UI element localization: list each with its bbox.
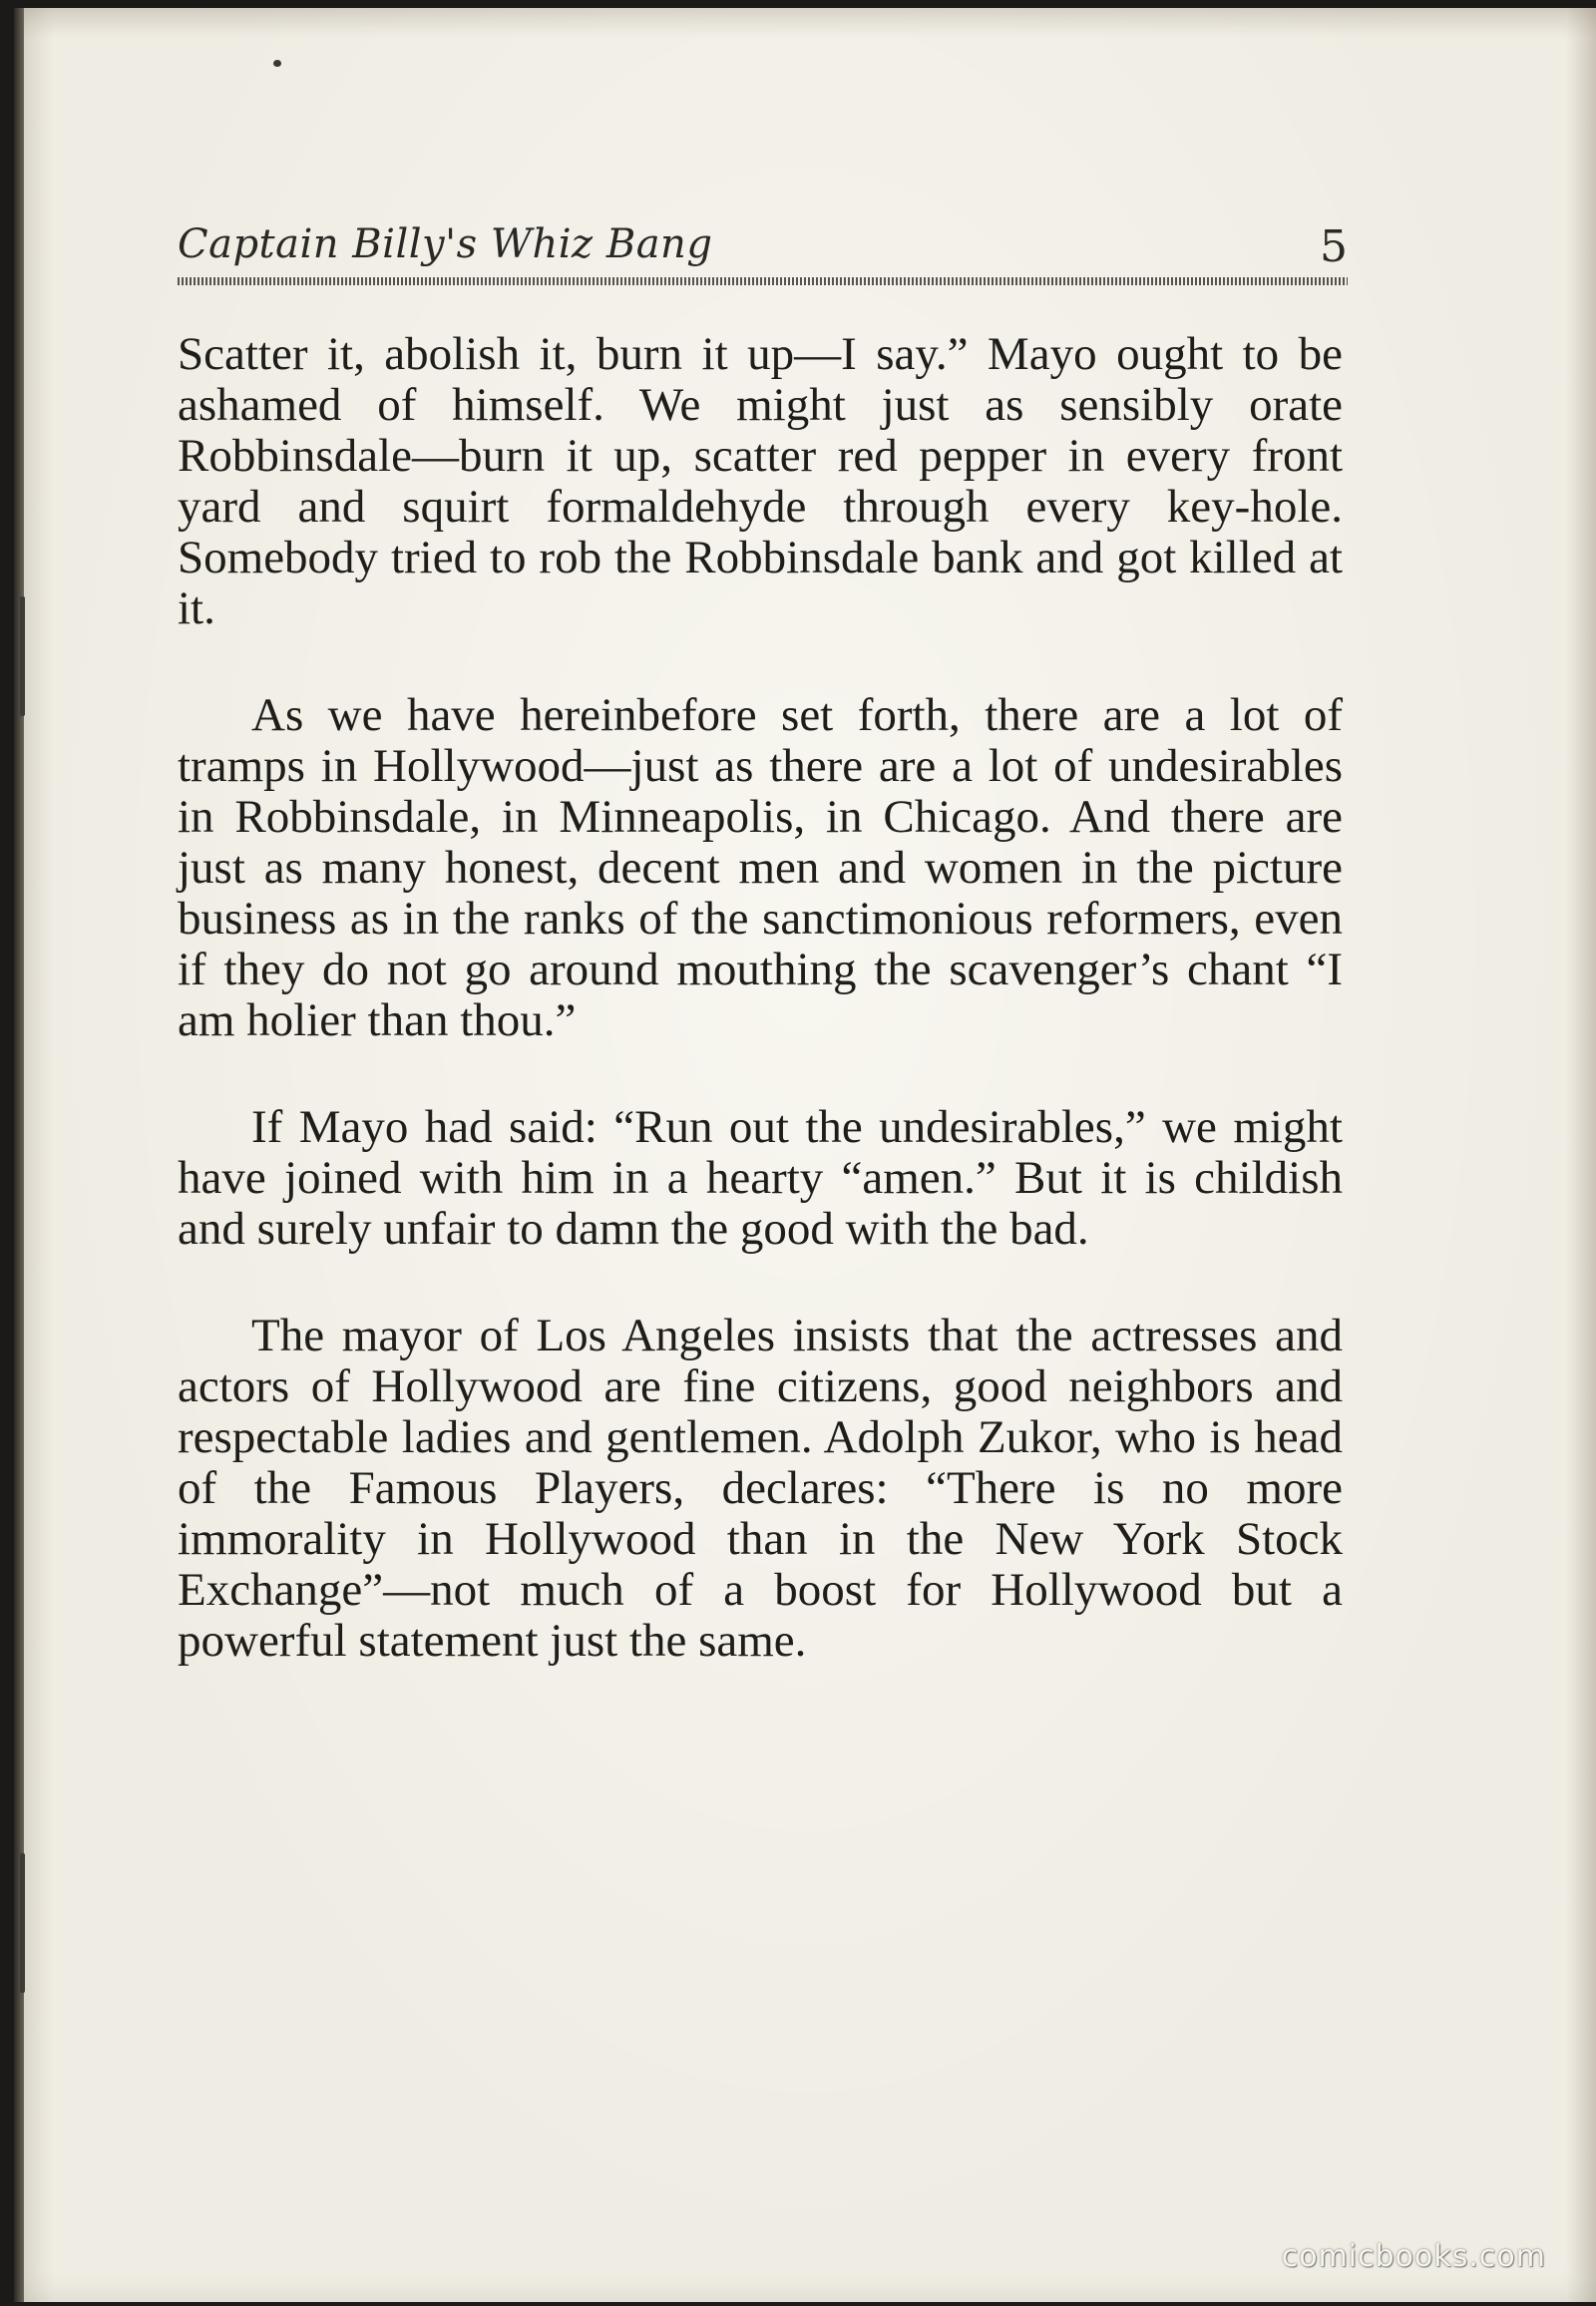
running-title: Captain Billy's Whiz Bang — [178, 221, 713, 267]
page-number: 5 — [1320, 221, 1348, 272]
header-rule — [178, 277, 1348, 285]
magazine-page — [14, 8, 1596, 2302]
paragraph: Scatter it, abolish it, burn it up—I say.” Mayo ought to be ashamed of himself. We might just as sensibly orate Robbinsdale—burn it up, scatter red pepper in every front yard and squirt formaldehyde through every key-hole. Somebody tried to rob the Robbinsdale bank and got killed at it. — [178, 328, 1343, 634]
article-body — [178, 329, 1343, 1723]
running-header — [166, 221, 1348, 281]
staple-mark — [20, 596, 25, 716]
watermark: comicbooks.com — [1281, 2239, 1546, 2274]
staple-mark — [20, 1853, 25, 1993]
paper-speck — [273, 60, 281, 67]
paragraph: As we have hereinbefore set forth, there are a lot of tramps in Hollywood—just as there are a lot of undesirables in Robbinsdale, in Minneapolis, in Chicago. And there are just as many honest, decent men and women in the picture business as in the ranks of the sanctimonious reformers, even if they do not go around mouthing the scavenger’s chant “I am holier than thou.” — [178, 689, 1343, 1046]
paragraph: If Mayo had said: “Run out the undesirables,” we might have joined with him in a hearty “amen.” But it is childish and surely unfair to damn the good with the bad. — [178, 1101, 1343, 1255]
paragraph: The mayor of Los Angeles insists that the actresses and actors of Hollywood are fine citizens, good neighbors and respectable ladies and gentlemen. Adolph Zukor, who is head of the Famous Players, declares: “There is no more immorality in Hollywood than in the New York Stock Exchange”—not much of a boost for Hollywood but a powerful statement just the same. — [178, 1310, 1343, 1667]
